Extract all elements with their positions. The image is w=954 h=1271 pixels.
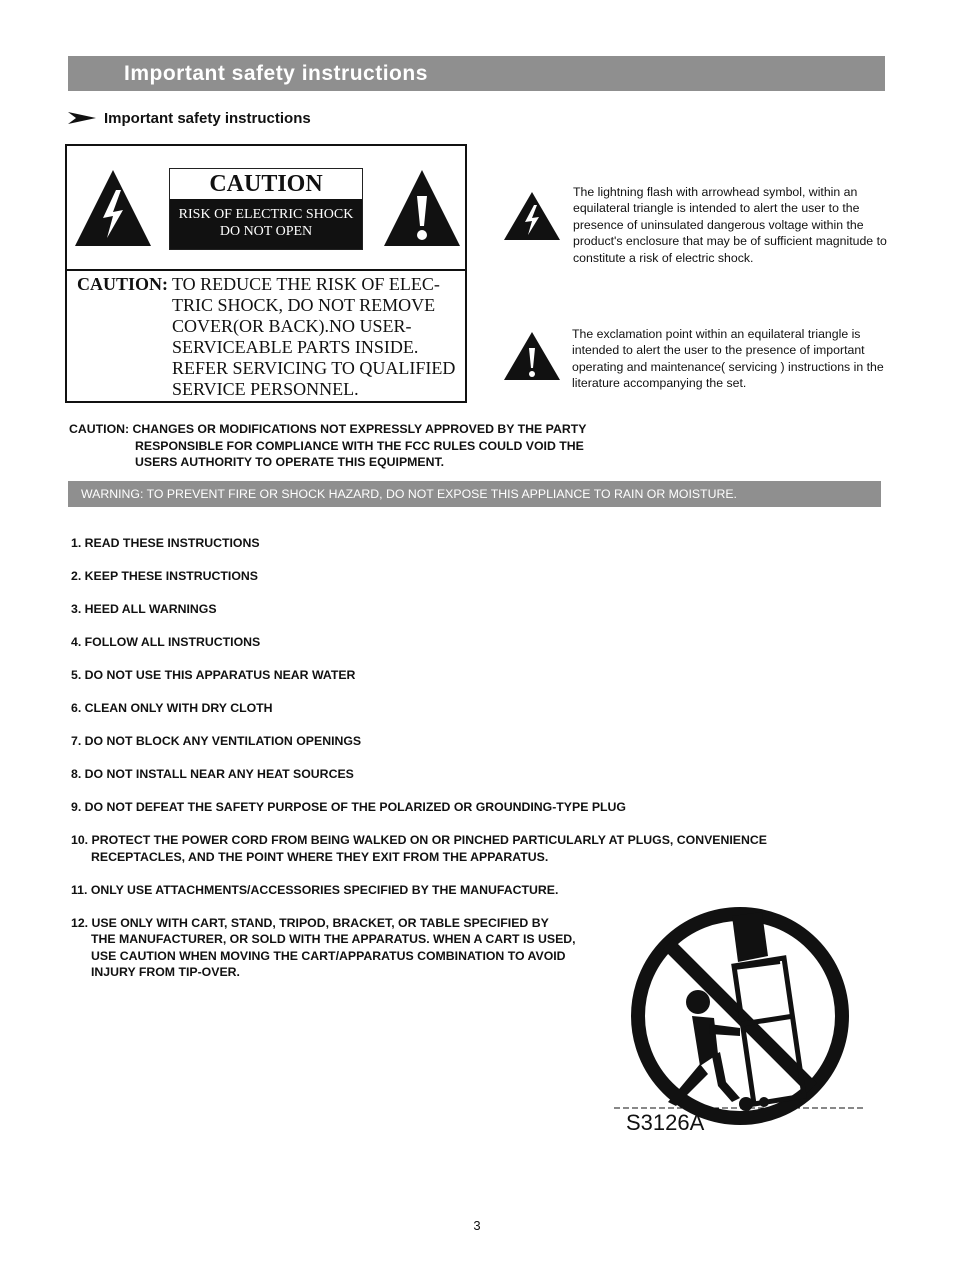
list-item xyxy=(71,882,811,899)
warning-text: WARNING: TO PREVENT FIRE OR SHOCK HAZARD, DO NOT EXPOSE THIS APPLIANCE TO RAIN OR MOISTURE. xyxy=(81,487,737,501)
instruction-line: 12. USE ONLY WITH CART, STAND, TRIPOD, BRACKET, OR TABLE SPECIFIED BY xyxy=(71,915,549,930)
list-item xyxy=(71,535,811,552)
page-number: 3 xyxy=(473,1218,481,1233)
instruction-line: 5. DO NOT USE THIS APPARATUS NEAR WATER xyxy=(71,668,356,682)
caution-line: SERVICEABLE PARTS INSIDE. xyxy=(172,337,419,357)
cart-symbol-code: S3126A xyxy=(626,1110,705,1135)
instruction-line: 2. KEEP THESE INSTRUCTIONS xyxy=(71,569,258,583)
list-item xyxy=(71,667,811,684)
caution-label-warning xyxy=(170,199,362,249)
caution-label-line: RISK OF ELECTRIC SHOCK xyxy=(178,207,354,222)
arrow-bullet-icon xyxy=(68,112,96,124)
caution-line: REFER SERVICING TO QUALIFIED xyxy=(172,358,456,378)
lightning-triangle-icon xyxy=(503,191,561,241)
fcc-caution xyxy=(69,421,669,471)
list-item xyxy=(71,832,811,865)
instruction-line: 10. PROTECT THE POWER CORD FROM BEING WALKED ON OR PINCHED PARTICULARLY AT PLUGS, CONVENIENCE xyxy=(71,833,767,847)
list-item xyxy=(71,634,811,651)
caution-statement xyxy=(77,274,463,400)
list-item xyxy=(71,799,811,816)
caution-line: COVER(OR BACK).NO USER- xyxy=(172,316,412,336)
caution-line: TO REDUCE THE RISK OF ELEC- xyxy=(172,274,440,294)
exclamation-triangle-icon xyxy=(382,168,462,248)
exclamation-description: The exclamation point within an equilateral triangle is intended to alert the user to the presence of important operating and maintenance( servicing ) instructions in the literature accompanying the set. xyxy=(572,327,884,391)
fcc-line: USERS AUTHORITY TO OPERATE THIS EQUIPMENT. xyxy=(135,455,445,469)
instruction-line: THE MANUFACTURER, OR SOLD WITH THE APPARATUS. WHEN A CART IS USED, xyxy=(91,932,576,946)
list-item xyxy=(71,766,811,783)
list-item xyxy=(71,700,811,717)
instruction-line: RECEPTACLES, AND THE POINT WHERE THEY EXIT FROM THE APPARATUS. xyxy=(91,849,549,864)
exclamation-triangle-icon xyxy=(503,331,561,381)
caution-label-line: DO NOT OPEN xyxy=(219,224,313,239)
instruction-line: 11. ONLY USE ATTACHMENTS/ACCESSORIES SPECIFIED BY THE MANUFACTURE. xyxy=(71,882,559,897)
section-heading xyxy=(68,108,311,128)
instruction-line: 9. DO NOT DEFEAT THE SAFETY PURPOSE OF THE POLARIZED OR GROUNDING-TYPE PLUG xyxy=(71,800,626,814)
caution-line: TRIC SHOCK, DO NOT REMOVE xyxy=(172,295,436,315)
warning-bar xyxy=(68,481,881,507)
instruction-line: 7. DO NOT BLOCK ANY VENTILATION OPENINGS xyxy=(71,734,362,748)
caution-label xyxy=(169,168,363,250)
header-title: Important safety instructions xyxy=(124,62,428,85)
caution-divider xyxy=(67,269,465,271)
caution-label-title: CAUTION xyxy=(209,171,323,197)
instruction-line: INJURY FROM TIP-OVER. xyxy=(91,965,240,979)
cart-tipover-icon xyxy=(614,906,864,1126)
lightning-description: The lightning flash with arrowhead symbol, within an equilateral triangle is intended to alert the user to the presence of uninsulated dangerous voltage within the product's enclosure that may be of sufficient magnitude to constitute a risk of electric shock. xyxy=(573,185,887,265)
caution-box xyxy=(65,144,467,403)
list-item xyxy=(71,568,811,585)
instruction-line: 3. HEED ALL WARNINGS xyxy=(71,602,217,616)
caution-lead: CAUTION: xyxy=(77,274,169,294)
fcc-line: RESPONSIBLE FOR COMPLIANCE WITH THE FCC RULES COULD VOID THE xyxy=(135,438,584,453)
fcc-line: CAUTION: CHANGES OR MODIFICATIONS NOT EXPRESSLY APPROVED BY THE PARTY xyxy=(69,422,587,436)
instruction-line: 6. CLEAN ONLY WITH DRY CLOTH xyxy=(71,701,273,715)
instruction-line: 1. READ THESE INSTRUCTIONS xyxy=(71,536,260,550)
lightning-triangle-icon xyxy=(73,168,153,248)
list-item xyxy=(71,601,811,618)
header-bar xyxy=(68,56,885,91)
instruction-line: 4. FOLLOW ALL INSTRUCTIONS xyxy=(71,635,261,649)
section-title: Important safety instructions xyxy=(104,109,311,127)
instruction-line: USE CAUTION WHEN MOVING THE CART/APPARATUS COMBINATION TO AVOID xyxy=(91,948,566,963)
list-item xyxy=(71,733,811,750)
caution-line: SERVICE PERSONNEL. xyxy=(172,379,359,399)
instruction-line: 8. DO NOT INSTALL NEAR ANY HEAT SOURCES xyxy=(71,767,354,781)
